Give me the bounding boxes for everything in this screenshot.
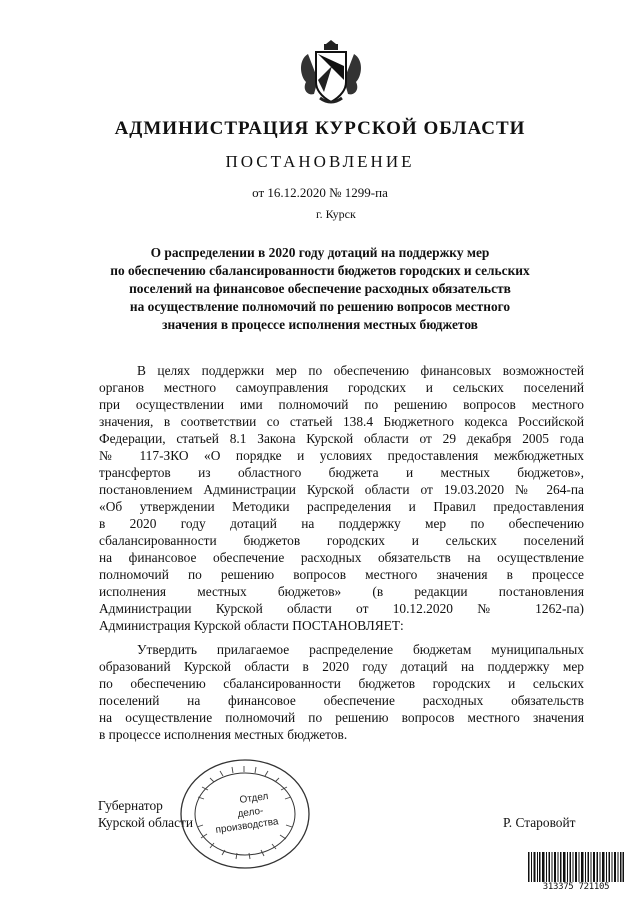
body-line: на осуществление полномочий по решению вопросов местного значения [99, 710, 584, 725]
body-line: полномочий по решению вопросов местного значения в процессе [99, 567, 584, 582]
body-line: по обеспечению сбалансированности бюджетов городских и сельских [99, 676, 584, 691]
office-stamp [178, 757, 312, 871]
title-line: поселений на финансовое обеспечение расходных обязательств [129, 281, 511, 296]
body-line: постановлением Администрации Курской области от 19.03.2020 № 264-па [99, 482, 584, 497]
body-line: «Об утверждении Методики распределения и Правил предоставления [99, 499, 584, 514]
body-line: В целях поддержки мер по обеспечению финансовых возможностей [137, 363, 584, 378]
body-line: Утвердить прилагаемое распределение бюджетам муниципальных [137, 642, 584, 657]
document-date-number: от 16.12.2020 № 1299-па [252, 185, 388, 200]
title-line: по обеспечению сбалансированности бюджетов городских и сельских [110, 263, 530, 278]
body-line: трансфертов из областного бюджета и местных бюджетов», [99, 465, 584, 480]
body-line: Федерации, статьей 8.1 Закона Курской области от 29 декабря 2005 года [99, 431, 584, 446]
document-title [0, 244, 640, 334]
stamp-line: производства [214, 816, 280, 836]
stamp-line: Отдел [238, 791, 270, 806]
body-line: № 117-ЗКО «О порядке и условиях предоставления межбюджетных [99, 448, 584, 463]
document-city: г. Курск [316, 207, 356, 221]
organization-name: АДМИНИСТРАЦИЯ КУРСКОЙ ОБЛАСТИ [114, 118, 526, 139]
coat-of-arms-icon [294, 36, 368, 110]
document-type: ПОСТАНОВЛЕНИЕ [225, 152, 415, 171]
body-line: Администрации Курской области от 10.12.2020 № 1262-па) [99, 601, 584, 616]
barcode [528, 852, 624, 884]
signature-position-line: Курской области [98, 815, 194, 830]
stamp-line: дело- [236, 805, 265, 820]
body-line: исполнения местных бюджетов» (в редакции постановления [99, 584, 584, 599]
title-line: на осуществление полномочий по решению вопросов местного [129, 299, 511, 314]
signatory-name: Р. Старовойт [503, 815, 576, 830]
body-line: значения, в соответствии со статьей 138.4 Бюджетного кодекса Российской [99, 414, 584, 429]
barcode-number: 313375 721105 [542, 882, 610, 892]
body-line: сбалансированности бюджетов городских и сельских поселений [99, 533, 584, 548]
body-line: в 2020 году дотаций на поддержку мер по обеспечению [99, 516, 584, 531]
title-line: О распределении в 2020 году дотаций на поддержку мер [150, 245, 490, 260]
title-line: значения в процессе исполнения местных бюджетов [162, 317, 478, 332]
signature-position-line: Губернатор [98, 798, 163, 813]
body-line: поселений на финансовое обеспечение расходных обязательств [99, 693, 584, 708]
body-line: в процессе исполнения местных бюджетов. [99, 727, 348, 742]
body-line: при осуществлении ими полномочий по решению вопросов местного [99, 397, 584, 412]
body-line: Администрация Курской области ПОСТАНОВЛЯЕТ: [99, 618, 404, 633]
body-line: на финансовое обеспечение расходных обязательств на осуществление [99, 550, 584, 565]
body-line: органов местного самоуправления городских и сельских поселений [99, 380, 584, 395]
body-line: образований Курской области в 2020 году дотаций на поддержку мер [99, 659, 584, 674]
